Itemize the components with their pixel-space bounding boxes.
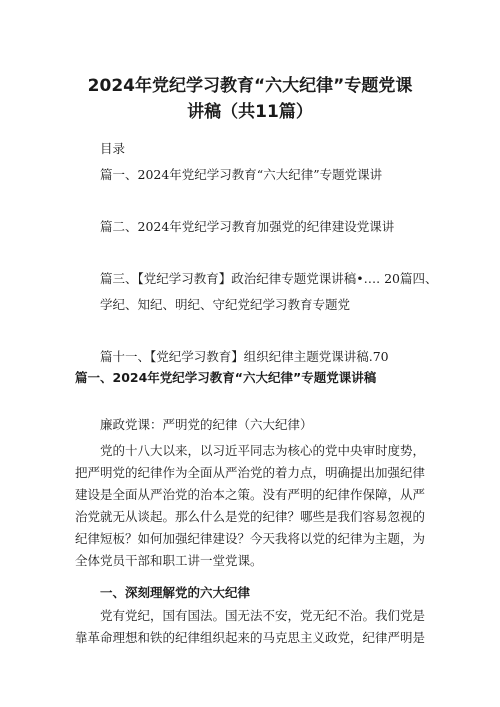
paragraph-party-discipline-line: 靠革命理想和铁的纪律组织起来的马克思主义政党，纪律严明是 — [75, 630, 426, 645]
toc-entry-11[interactable]: 篇十一、【党纪学习教育】组织纪律主题党课讲稿.70 — [100, 349, 389, 364]
document-title-line-2: 讲稿（共11篇） — [187, 102, 313, 122]
toc-entry-1[interactable]: 篇一、2024年党纪学习教育“六大纪律”专题党课讲 — [100, 167, 383, 182]
paragraph-intro-line: 全体党员干部和职工讲一堂党课。 — [75, 553, 263, 568]
paragraph-intro-line: 把严明党的纪律作为全面从严治党的着力点，明确提出加强纪律 — [75, 465, 426, 480]
toc-entry-3-continued[interactable]: 学纪、知纪、明纪、守纪党纪学习教育专题党 — [100, 297, 351, 312]
heading-six-disciplines: 一、深刻理解党的六大纪律 — [100, 585, 251, 600]
paragraph-intro-line: 建设是全面从严治党的治本之策。没有严明的纪律作保障，从严 — [75, 487, 426, 502]
paragraph-intro — [75, 440, 430, 572]
paragraph-party-discipline — [75, 605, 430, 649]
toc-entry-2[interactable]: 篇二、2024年党纪学习教育加强党的纪律建设党课讲 — [100, 219, 395, 234]
toc-heading: 目录 — [100, 141, 126, 156]
toc-entry-3[interactable]: 篇三、【党纪学习教育】政治纪律专题党课讲稿•…. 20篇四、 — [100, 271, 438, 286]
paragraph-intro-line: 治党就无从谈起。那么什么是党的纪律？哪些是我们容易忽视的 — [75, 509, 426, 524]
lecture-subtitle: 廉政党课：严明党的纪律（六大纪律） — [100, 417, 313, 432]
paragraph-intro-line: 党的十八大以来，以习近平同志为核心的党中央审时度势， — [100, 443, 426, 458]
paragraph-party-discipline-line: 党有党纪，国有国法。国无法不安，党无纪不治。我们党是 — [100, 608, 426, 623]
document-title-line-1: 2024年党纪学习教育“六大纪律”专题党课 — [87, 76, 413, 96]
section-heading: 篇一、2024年党纪学习教育“六大纪律”专题党课讲稿 — [75, 370, 377, 385]
paragraph-intro-line: 纪律短板？如何加强纪律建设？今天我将以党的纪律为主题，为 — [75, 531, 426, 546]
